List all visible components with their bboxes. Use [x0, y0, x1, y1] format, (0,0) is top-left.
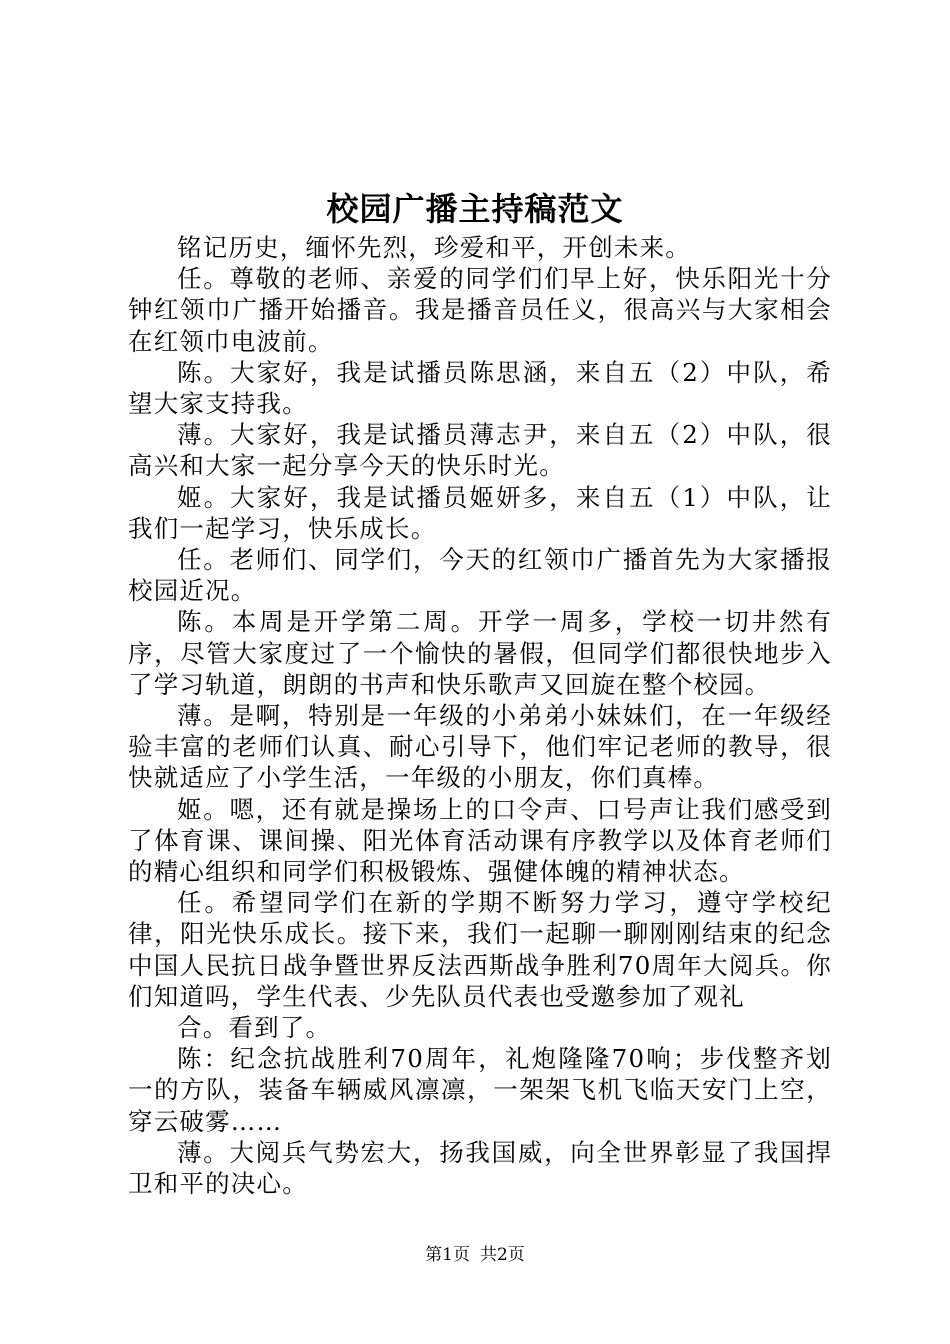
page-footer — [0, 1244, 950, 1266]
paragraph-ren-news: 任。老师们、同学们，今天的红领巾广播首先为大家播报校园近况。 — [128, 545, 832, 606]
paragraph-bo-parade: 薄。大阅兵气势宏大，扬我国威，向全世界彰显了我国捍卫和平的决心。 — [128, 1137, 832, 1199]
paragraph-chen-intro: 陈。大家好，我是试播员陈思涵，来自五（2）中队，希望大家支持我。 — [128, 357, 832, 419]
paragraph-chen-school: 陈。本周是开学第二周。开学一周多，学校一切井然有序，尽管大家度过了一个愉快的暑假，但同学们都很快地步入了学习轨道，朗朗的书声和快乐歌声又回旋在整个校园。 — [128, 607, 832, 699]
document-title: 校园广播主持稿范文 — [326, 190, 624, 228]
paragraph-all-reply: 合。看到了。 — [177, 1013, 332, 1043]
paragraph-ji-intro: 姬。大家好，我是试播员姬妍多，来自五（1）中队，让我们一起学习，快乐成长。 — [128, 482, 832, 543]
paragraph-intro: 铭记历史，缅怀先烈，珍爱和平，开创未来。 — [177, 233, 691, 262]
paragraph-chen-parade: 陈：纪念抗战胜利70周年，礼炮隆隆70响；步伐整齐划一的方队，装备车辆威风凛凛，一架架飞机飞临天安门上空，穿云破雾…… — [128, 1044, 832, 1136]
paragraph-ren-opening: 任。尊敬的老师、亲爱的同学们们早上好，快乐阳光十分钟红领巾广播开始播音。我是播音员任义，很高兴与大家相会在红领巾电波前。 — [128, 264, 832, 356]
page-total: 共2页 — [480, 1245, 525, 1265]
page-number: 第1页 — [425, 1245, 470, 1265]
paragraph-ren-parade: 任。希望同学们在新的学期不断努力学习，遵守学校纪律，阳光快乐成长。接下来，我们一起聊一聊刚刚结束的纪念中国人民抗日战争暨世界反法西斯战争胜利70周年大阅兵。你们知道吗，学生代表、少先队员代表也受邀参加了观礼 — [128, 888, 832, 1011]
paragraph-bo-intro: 薄。大家好，我是试播员薄志尹，来自五（2）中队，很高兴和大家一起分享今天的快乐时光。 — [128, 420, 832, 481]
paragraph-bo-first-grade: 薄。是啊，特别是一年级的小弟弟小妹妹们，在一年级经验丰富的老师们认真、耐心引导下，他们牢记老师的教导，很快就适应了小学生活，一年级的小朋友，你们真棒。 — [128, 701, 832, 793]
paragraph-ji-sports: 姬。嗯，还有就是操场上的口令声、口号声让我们感受到了体育课、课间操、阳光体育活动课有序教学以及体育老师们的精心组织和同学们积极锻炼、强健体魄的精神状态。 — [128, 794, 832, 887]
document-body — [128, 232, 832, 1199]
